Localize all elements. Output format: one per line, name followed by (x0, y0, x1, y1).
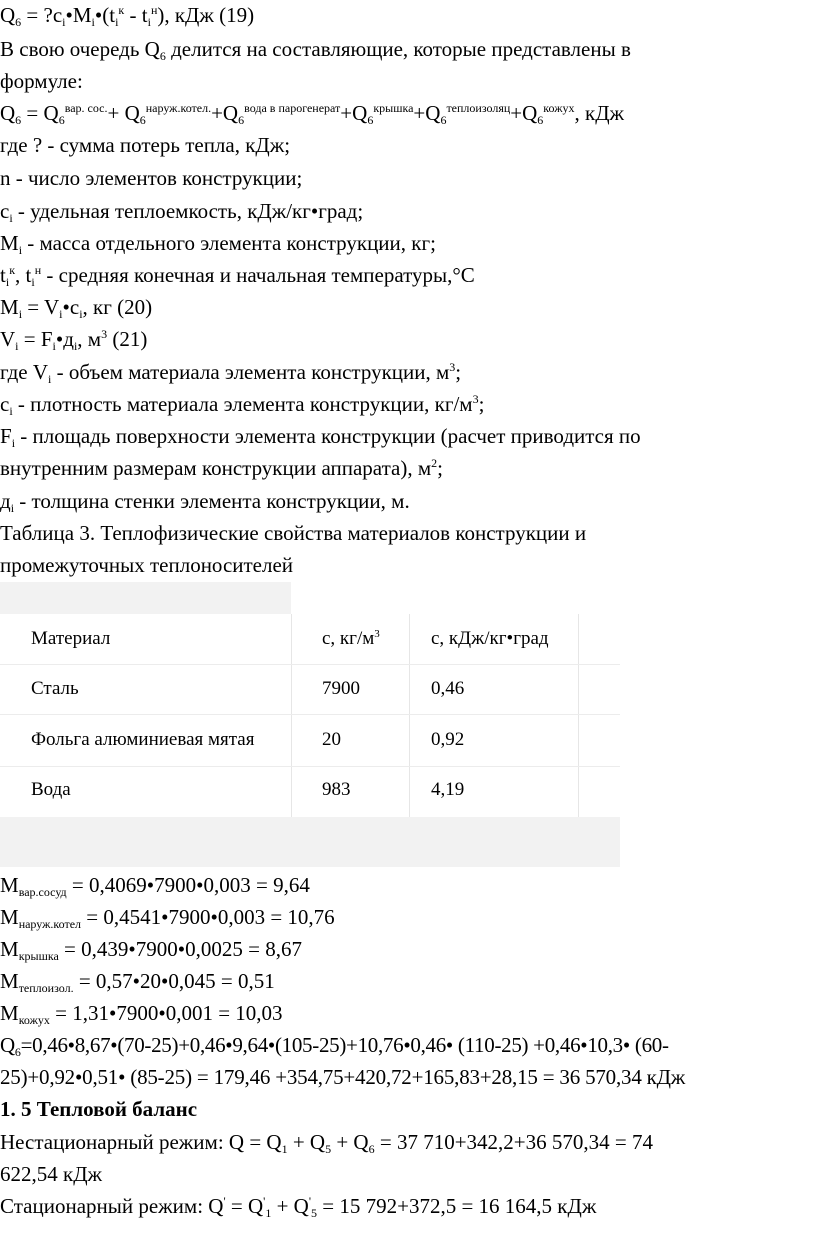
definition-line: внутренним размерам конструкции аппарата), $м^2$; (0, 456, 443, 480)
row-divider (0, 766, 620, 767)
table-cell-density: 20 (322, 729, 341, 750)
table-caption: Таблица 3. Теплофизические свойства материалов конструкции и (0, 521, 587, 545)
table-cell-heat-capacity: 0,46 (431, 678, 465, 699)
table-cell-material: Сталь (31, 678, 79, 699)
definition-line: $M_i$ - масса отдельного элемента конструкции, кг; (0, 231, 436, 257)
calc-line: $M_{наруж.котел}$ = 0,4541•7900•0,003 = 10,76 (0, 905, 335, 931)
column-divider (409, 614, 410, 817)
table-cell-density: 983 (322, 779, 351, 800)
row-divider (0, 664, 620, 665)
definition-line: $c_i$ - удельная теплоемкость, кДж/кг•град; (0, 199, 364, 225)
properties-table (0, 582, 620, 867)
balance-line: 622,54 кДж (0, 1162, 103, 1186)
definition-line: $F_i$ - площадь поверхности элемента конструкции (расчет приводится по (0, 424, 641, 450)
balance-line: Стационарный режим: $Q' = Q'_1 + Q'_5 = 15$ 792+372,5 = 16 164,5 кДж (0, 1194, 597, 1220)
calc-line-q6: $Q_6=0,46•8,67•(70-25)+0,46•9,64•(105-25)+10,76•0,46•$ (110-25) +0,46•10,3• (60- (0, 1033, 669, 1059)
definition-line: $д_i$ - толщина стенки элемента конструкции, м. (0, 489, 410, 515)
formula-21: $V_i$ = $F_i•д_i$, $м^3$ (21) (0, 327, 148, 353)
table-header-material: Материал (31, 628, 111, 649)
paragraph-line: формуле: (0, 69, 83, 93)
definition-line: n - число элементов конструкции; (0, 166, 303, 190)
definition-line: $c_i$ - плотность материала элемента конструкции, $кг/м^3$; (0, 392, 485, 418)
table-cell-material: Вода (31, 779, 71, 800)
formula-q6-components: $Q_6 = Q_6^{вар. сос.}+ Q_6^{наруж.котел.}+Q_6^{вода в парогенерат}+Q_6^{крышка}+Q_6^{теплоизоляц}+Q_6^{кожух}$, кДж (0, 101, 625, 127)
table-cell-material: Фольга алюминиевая мятая (31, 729, 255, 750)
table-cell-density: 7900 (322, 678, 360, 699)
balance-line: Нестационарный режим: $Q = Q_1 + Q_5 + Q_6 = 37$ 710+342,2+36 570,34 = 74 (0, 1130, 653, 1156)
definition-line: где $V_i$ - объем материала элемента конструкции, $м^3$; (0, 360, 462, 386)
calc-line: $M_{теплоизол.}$ = 0,57•20•0,045 = 0,51 (0, 969, 275, 995)
calc-line: $M_{кожух}$ = 1,31•7900•0,001 = 10,03 (0, 1001, 283, 1027)
formula-20: $M_i$ = $V_i•c_i$, кг (20) (0, 295, 153, 321)
row-divider (0, 714, 620, 715)
table-header-heat-capacity: с, кДж/кг•град (431, 628, 549, 649)
paragraph-line: В свою очередь $Q_6$ делится на составляющие, которые представлены в (0, 37, 631, 63)
definition-line: где ? - сумма потерь тепла, кДж; (0, 133, 291, 157)
definition-line: $t_i^к$, $t_i^н$ - средняя конечная и начальная температуры,°С (0, 263, 475, 289)
formula-19: $Q_6$ = $?c_i•M_i•(t_i^к - t_i^н)$, кДж (19) (0, 3, 255, 29)
table-cell-heat-capacity: 0,92 (431, 729, 465, 750)
table-header-spacer (0, 582, 291, 614)
column-divider (291, 614, 292, 817)
calc-line: $M_{вар.сосуд}$ = 0,4069•7900•0,003 = 9,64 (0, 873, 310, 899)
table-cell-heat-capacity: 4,19 (431, 779, 465, 800)
table-caption: промежуточных теплоносителей (0, 553, 294, 577)
column-divider (578, 614, 579, 817)
section-heading: 1. 5 Тепловой баланс (0, 1097, 198, 1121)
calc-line-q6-result: 25)+0,92•0,51• (85-25) = 179,46 +354,75+420,72+165,83+28,15 = 36 570,34 кДж (0, 1065, 686, 1089)
table-header-density: с, $кг/м^3$ (322, 628, 380, 649)
calc-line: $M_{крышка}$ = 0,439•7900•0,0025 = 8,67 (0, 937, 302, 963)
